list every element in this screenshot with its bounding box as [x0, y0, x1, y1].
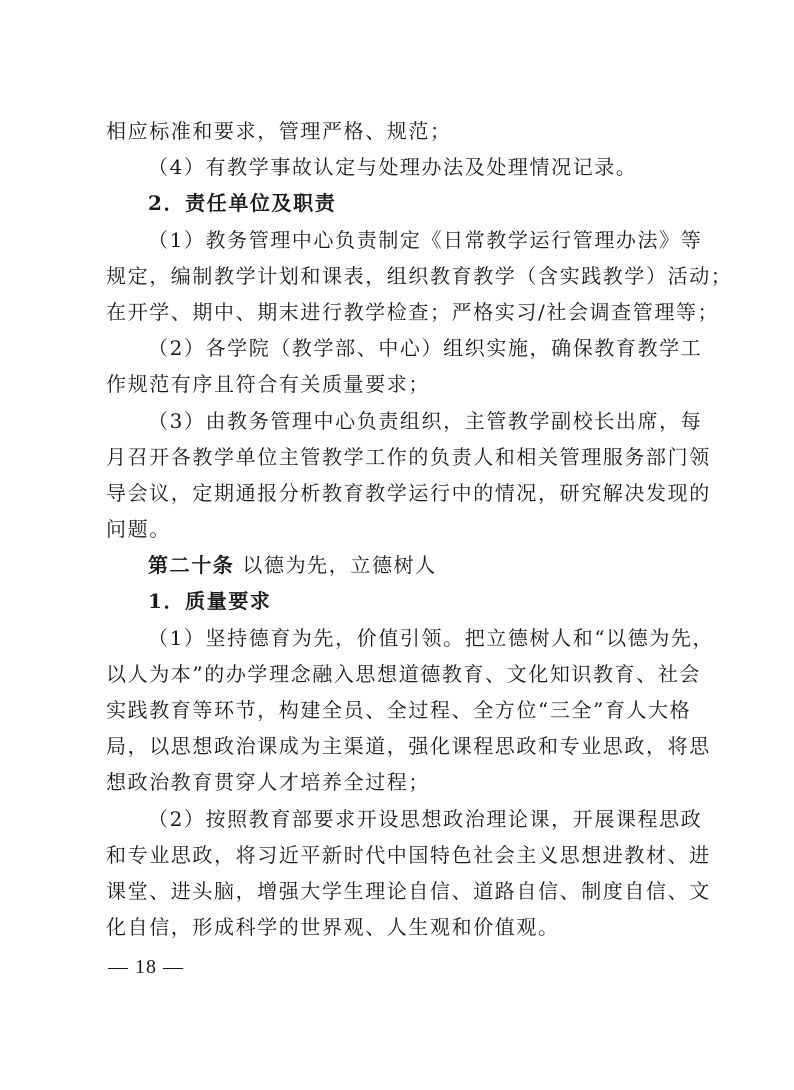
text-line: （4）有教学事故认定与处理办法及处理情况记录。	[148, 155, 638, 180]
text-line: 实践教育等环节，构建全员、全过程、全方位“三全”育人大格	[106, 698, 692, 722]
article-label: 第二十条	[148, 553, 235, 578]
text-line: 在开学、期中、期末进行教学检查；严格实习/社会调查管理等；	[106, 299, 720, 324]
text-line: 导会议，定期通报分析教育教学运行中的情况，研究解决发现的	[106, 480, 711, 505]
text-line: 局，以思想政治课成为主渠道，强化课程思政和专业思政，将思	[106, 734, 711, 759]
text-line: 作规范有序且符合有关质量要求；	[106, 372, 430, 397]
page-number: — 18 —	[108, 956, 184, 978]
body-text	[106, 113, 733, 945]
text-line: 想政治教育贯穿人才培养全过程；	[106, 770, 430, 795]
text-line: 和专业思政，将习近平新时代中国特色社会主义思想进教材、进	[106, 842, 711, 867]
text-line: 问题。	[106, 517, 171, 542]
text-line: 课堂、进头脑，增强大学生理论自信、道路自信、制度自信、文	[106, 878, 711, 903]
article-heading	[106, 547, 691, 583]
section-heading: 1．质量要求	[148, 589, 272, 614]
text-line: 以人为本”的办学理念融入思想道德教育、文化知识教育、社会	[106, 661, 702, 686]
article-title: 以德为先，立德树人	[242, 553, 437, 578]
text-line: （1）坚持德育为先，价值引领。把立德树人和“以德为先，	[148, 625, 715, 650]
text-line: （1）教务管理中心负责制定《日常教学运行管理办法》等	[148, 227, 703, 252]
text-line: 相应标准和要求，管理严格、规范；	[106, 119, 452, 143]
text-line: （3）由教务管理中心负责组织，主管教学副校长出席，每	[148, 408, 703, 433]
section-heading: 2．责任单位及职责	[148, 191, 337, 216]
text-line: 规定，编制教学计划和课表，组织教育教学（含实践教学）活动；	[106, 263, 733, 288]
text-line: 化自信，形成科学的世界观、人生观和价值观。	[106, 915, 560, 940]
text-line: （2）各学院（教学部、中心）组织实施，确保教育教学工	[148, 336, 703, 361]
text-line: （2）按照教育部要求开设思想政治理论课，开展课程思政	[148, 806, 703, 831]
text-line: 月召开各教学单位主管教学工作的负责人和相关管理服务部门领	[106, 444, 711, 469]
